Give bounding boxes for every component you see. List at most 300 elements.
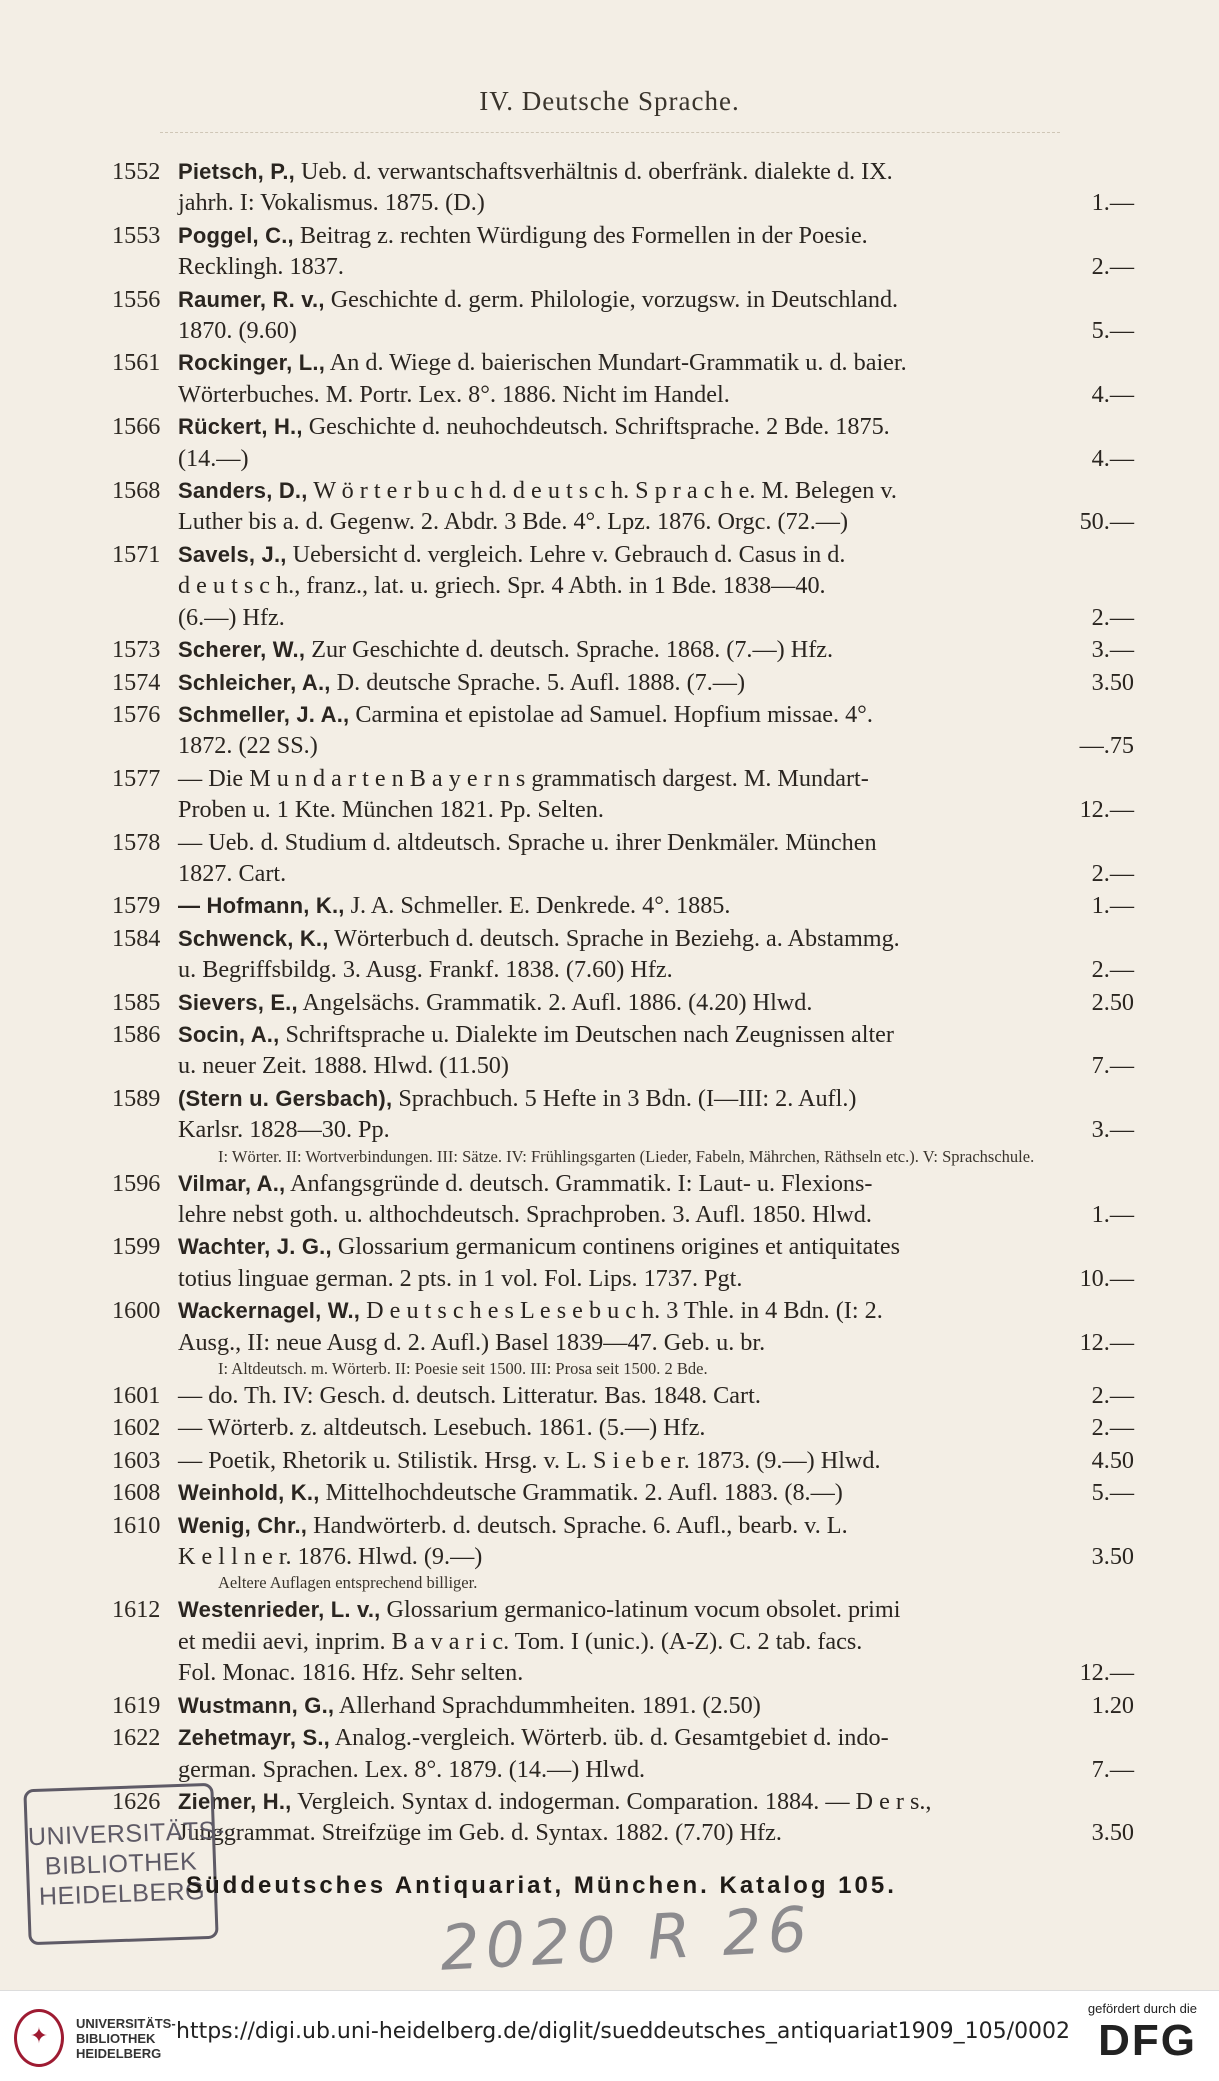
entry-price: 10.— bbox=[1079, 1264, 1134, 1292]
catalog-entry bbox=[112, 1786, 1134, 1849]
entry-description: Vergleich. Syntax d. indogerman. Comparation. 1884. — D e r s., bbox=[297, 1787, 932, 1815]
entry-number: 1619 bbox=[112, 1691, 161, 1719]
entry-number: 1573 bbox=[112, 636, 161, 664]
entry-line bbox=[178, 220, 1134, 251]
catalog-entry bbox=[112, 763, 1134, 826]
entry-description: Zur Geschichte d. deutsch. Sprache. 1868. (7.—) Hfz. bbox=[311, 636, 834, 664]
entry-description: — Poetik, Rhetorik u. Stilistik. Hrsg. v. L. S i e b e r. 1873. (9.—) Hlwd. bbox=[178, 1446, 881, 1474]
entry-author: Schwenck, K., bbox=[178, 925, 329, 951]
entry-author: Schmeller, J. A., bbox=[178, 701, 350, 727]
entry-line bbox=[178, 699, 1134, 730]
entry-text bbox=[178, 1083, 1134, 1167]
catalog-entry bbox=[112, 284, 1134, 347]
entry-author: Vilmar, A., bbox=[178, 1170, 286, 1196]
entry-price: 1.— bbox=[1091, 1201, 1134, 1228]
entry-line bbox=[178, 730, 1134, 761]
entry-price: 2.— bbox=[1091, 253, 1134, 281]
entry-line-text bbox=[178, 1380, 761, 1411]
entry-author: Wackernagel, W., bbox=[178, 1298, 361, 1324]
entry-number: 1553 bbox=[112, 221, 161, 249]
entry-line bbox=[178, 1477, 1134, 1508]
entry-text bbox=[178, 1477, 1134, 1508]
entry-description: Proben u. 1 Kte. München 1821. Pp. Selten. bbox=[178, 796, 604, 824]
entry-description: D. deutsche Sprache. 5. Aufl. 1888. (7.—) bbox=[336, 668, 746, 696]
entry-line-text bbox=[178, 794, 604, 825]
entry-line bbox=[178, 570, 1134, 601]
entry-note: I: Wörter. II: Wortverbindungen. III: Sätze. IV: Frühlingsgarten (Lieder, Fabeln, Mährchen, Räthseln etc.). V: Sprachschule. bbox=[218, 1146, 1035, 1166]
entry-number: 1579 bbox=[112, 892, 161, 920]
entry-line-text bbox=[178, 634, 833, 665]
page-header: IV. Deutsche Sprache. bbox=[479, 86, 740, 116]
entry-text bbox=[178, 347, 1134, 410]
ub-logo-line-3: HEIDELBERG bbox=[76, 2045, 162, 2061]
entry-line bbox=[178, 539, 1134, 570]
entry-price: 12.— bbox=[1079, 1328, 1134, 1356]
entry-line bbox=[178, 1754, 1134, 1785]
ub-logo-line-1: UNIVERSITÄTS- bbox=[76, 2015, 176, 2031]
catalog-entry bbox=[112, 1083, 1134, 1167]
catalog-entry bbox=[112, 475, 1134, 538]
entry-line bbox=[178, 1327, 1134, 1358]
entry-description: Junggrammat. Streifzüge im Geb. d. Syntax. 1882. (7.70) Hfz. bbox=[178, 1819, 782, 1847]
entry-description: D e u t s c h e s L e s e b u c h. 3 Thle. in 4 Bdn. (I: 2. bbox=[366, 1297, 883, 1325]
entry-text bbox=[178, 156, 1134, 219]
entry-line-text bbox=[178, 1754, 645, 1785]
entry-price: 1.— bbox=[1091, 892, 1134, 920]
entry-author: Raumer, R. v., bbox=[178, 286, 325, 312]
entry-line bbox=[178, 1594, 1134, 1625]
entry-line-text bbox=[178, 602, 285, 633]
entry-description: — Die M u n d a r t e n B a y e r n s grammatisch dargest. M. Mundart- bbox=[178, 764, 869, 792]
entry-author: Westenrieder, L. v., bbox=[178, 1597, 381, 1623]
entry-line-text bbox=[178, 315, 297, 346]
entry-number: 1600 bbox=[112, 1297, 161, 1325]
entry-author: Wenig, Chr., bbox=[178, 1512, 308, 1538]
dfg-sponsor-logo[interactable] bbox=[1088, 2001, 1197, 2066]
entry-number: 1610 bbox=[112, 1511, 161, 1539]
entry-line-text bbox=[178, 987, 812, 1018]
entry-number: 1626 bbox=[112, 1787, 161, 1815]
entry-line bbox=[178, 1050, 1134, 1081]
catalog-entry bbox=[112, 667, 1134, 698]
entry-line-text bbox=[178, 1510, 848, 1541]
entry-line-text bbox=[178, 1722, 889, 1753]
entry-number: 1578 bbox=[112, 828, 161, 856]
entry-text bbox=[178, 923, 1134, 986]
entry-text bbox=[178, 1690, 1134, 1721]
entry-price: 1.20 bbox=[1091, 1691, 1134, 1719]
entry-author: Savels, J., bbox=[178, 541, 287, 567]
entry-description: Ueb. d. verwantschaftsverhältnis d. oberfränk. dialekte d. IX. bbox=[301, 158, 893, 185]
entry-line bbox=[178, 763, 1134, 794]
entry-price: 2.— bbox=[1091, 956, 1134, 984]
entry-line bbox=[178, 634, 1134, 665]
entry-line bbox=[178, 1657, 1134, 1688]
catalog-entry bbox=[112, 156, 1134, 219]
catalog-footer: Süddeutsches Antiquariat, München. Katalog 105. bbox=[186, 1872, 897, 1899]
entry-description: u. Begriffsbildg. 3. Ausg. Frankf. 1838. (7.60) Hfz. bbox=[178, 956, 673, 984]
entry-description: Handwörterb. d. deutsch. Sprache. 6. Aufl., bearb. v. L. bbox=[313, 1511, 848, 1539]
entry-line bbox=[178, 1412, 1134, 1443]
entry-text bbox=[178, 284, 1134, 347]
entry-author: Wachter, J. G., bbox=[178, 1234, 332, 1260]
entry-line-text bbox=[178, 923, 900, 954]
entry-description: Karlsr. 1828—30. Pp. bbox=[178, 1116, 390, 1144]
entry-description: et medii aevi, inprim. B a v a r i c. Tom. I (unic.). (A-Z). C. 2 tab. facs. bbox=[178, 1627, 863, 1655]
entry-price: 3.— bbox=[1091, 636, 1134, 664]
entry-number: 1612 bbox=[112, 1596, 161, 1624]
entry-text bbox=[178, 699, 1134, 762]
entry-text bbox=[178, 634, 1134, 665]
entry-description: Carmina et epistolae ad Samuel. Hopfium missae. 4°. bbox=[355, 700, 873, 728]
entry-line-text bbox=[178, 475, 897, 506]
entry-author: Sievers, E., bbox=[178, 989, 298, 1015]
entry-description: jahrh. I: Vokalismus. 1875. (D.) bbox=[178, 189, 485, 217]
stamp-line-1: UNIVERSITÄTS- bbox=[27, 1816, 226, 1852]
entry-description: — Wörterb. z. altdeutsch. Lesebuch. 1861. (5.—) Hfz. bbox=[178, 1414, 706, 1442]
entry-number: 1556 bbox=[112, 285, 161, 313]
entry-description: Fol. Monac. 1816. Hfz. Sehr selten. bbox=[178, 1659, 524, 1687]
entry-description: — Ueb. d. Studium d. altdeutsch. Sprache u. ihrer Denkmäler. München bbox=[178, 828, 877, 856]
entry-price: 7.— bbox=[1091, 1052, 1134, 1080]
entry-line-text bbox=[178, 443, 249, 474]
entry-price: 7.— bbox=[1091, 1755, 1134, 1783]
entry-line-text bbox=[178, 827, 877, 858]
entry-text bbox=[178, 1786, 1134, 1849]
entry-number: 1584 bbox=[112, 924, 161, 952]
entry-author: Pietsch, P., bbox=[178, 159, 295, 184]
entry-line-text bbox=[178, 1594, 900, 1625]
catalog-entry bbox=[112, 1510, 1134, 1594]
catalog-entry bbox=[112, 347, 1134, 410]
entry-description: totius linguae german. 2 pts. in 1 vol. Fol. Lips. 1737. Pgt. bbox=[178, 1264, 743, 1292]
entry-line-text bbox=[178, 1786, 931, 1817]
ub-heidelberg-logo[interactable] bbox=[14, 2009, 176, 2067]
entry-line bbox=[178, 506, 1134, 537]
entry-text bbox=[178, 763, 1134, 826]
catalog-entry bbox=[112, 411, 1134, 474]
library-stamp bbox=[23, 1783, 226, 1946]
entry-author: Weinhold, K., bbox=[178, 1480, 320, 1506]
entry-line bbox=[178, 1019, 1134, 1050]
entry-text bbox=[178, 1019, 1134, 1082]
entry-description: Geschichte d. germ. Philologie, vorzugsw. in Deutschland. bbox=[330, 285, 899, 313]
entry-description: (14.—) bbox=[178, 444, 249, 472]
entry-line bbox=[178, 1083, 1134, 1114]
entry-line-text bbox=[178, 954, 673, 985]
entry-description: Geschichte d. neuhochdeutsch. Schriftsprache. 2 Bde. 1875. bbox=[308, 413, 890, 441]
catalog-entry bbox=[112, 1412, 1134, 1443]
entry-line bbox=[178, 667, 1134, 698]
entry-line bbox=[178, 954, 1134, 985]
catalog-entry bbox=[112, 634, 1134, 665]
entry-description: K e l l n e r. 1876. Hlwd. (9.—) bbox=[178, 1543, 483, 1571]
entry-line bbox=[178, 1722, 1134, 1753]
entry-line-text bbox=[178, 251, 344, 282]
entry-line-text bbox=[178, 347, 907, 378]
ub-logo-line-2: BIBLIOTHEK bbox=[76, 2030, 156, 2046]
entry-price: 2.50 bbox=[1091, 988, 1134, 1016]
entry-line-text bbox=[178, 1690, 761, 1721]
catalog-entry bbox=[112, 1594, 1134, 1688]
entry-number: 1576 bbox=[112, 700, 161, 728]
entry-line bbox=[178, 411, 1134, 442]
entry-description: W ö r t e r b u c h d. d e u t s c h. S p r a c h e. M. Belegen v. bbox=[313, 477, 897, 505]
entry-text bbox=[178, 220, 1134, 283]
entry-line bbox=[178, 1626, 1134, 1657]
entry-author: Wustmann, G., bbox=[178, 1692, 335, 1718]
catalog-entries bbox=[112, 156, 1134, 1850]
entry-author: Schleicher, A., bbox=[178, 669, 331, 695]
entry-price: 4.— bbox=[1091, 444, 1134, 472]
entry-line bbox=[178, 827, 1134, 858]
entry-text bbox=[178, 1510, 1134, 1594]
catalog-entry bbox=[112, 1019, 1134, 1082]
catalog-entry bbox=[112, 699, 1134, 762]
entry-line-text bbox=[178, 1445, 881, 1476]
entry-number: 1561 bbox=[112, 349, 161, 377]
university-seal-icon: ✦ bbox=[14, 2009, 64, 2067]
entry-line bbox=[178, 1786, 1134, 1817]
entry-price: 12.— bbox=[1079, 796, 1134, 824]
entry-author: — Hofmann, K., bbox=[178, 893, 345, 919]
entry-description: d e u t s c h., franz., lat. u. griech. Spr. 4 Abth. in 1 Bde. 1838—40. bbox=[178, 572, 826, 600]
entry-number: 1577 bbox=[112, 764, 161, 792]
header-rule bbox=[160, 132, 1060, 133]
entry-line bbox=[178, 858, 1134, 889]
entry-text bbox=[178, 1722, 1134, 1785]
entry-line bbox=[178, 1295, 1134, 1326]
entry-description: Ausg., II: neue Ausg d. 2. Aufl.) Basel 1839—47. Geb. u. br. bbox=[178, 1328, 766, 1356]
entry-description: u. neuer Zeit. 1888. Hlwd. (11.50) bbox=[178, 1052, 509, 1080]
entry-line bbox=[178, 794, 1134, 825]
entry-author: Rückert, H., bbox=[178, 414, 303, 440]
entry-line-text bbox=[178, 699, 873, 730]
entry-line-text bbox=[178, 1295, 883, 1326]
permalink-url[interactable]: https://digi.ub.uni-heidelberg.de/diglit/sueddeutsches_antiquariat1909_105/0002 bbox=[176, 2019, 1071, 2044]
entry-line-text bbox=[178, 1817, 782, 1848]
dfg-logo-text: DFG bbox=[1098, 2016, 1197, 2065]
entry-description: Glossarium germanicum continens origines et antiquitates bbox=[337, 1233, 901, 1261]
entry-number: 1608 bbox=[112, 1479, 161, 1507]
entry-line-text bbox=[178, 1114, 390, 1145]
entry-number: 1603 bbox=[112, 1446, 161, 1474]
entry-line bbox=[178, 1114, 1134, 1145]
entry-line-text bbox=[178, 730, 318, 761]
entry-line bbox=[178, 923, 1134, 954]
stamp-line-3: HEIDELBERG bbox=[38, 1877, 206, 1911]
entry-note: Aeltere Auflagen entsprechend billiger. bbox=[218, 1573, 478, 1593]
entry-description: Wörterbuches. M. Portr. Lex. 8°. 1886. Nicht im Handel. bbox=[178, 380, 730, 408]
entry-author: Zehetmayr, S., bbox=[178, 1725, 330, 1751]
entry-description: 1872. (22 SS.) bbox=[178, 732, 318, 760]
catalog-entry bbox=[112, 1295, 1134, 1379]
entry-line bbox=[178, 284, 1134, 315]
entry-author: Socin, A., bbox=[178, 1021, 280, 1047]
entry-author: Scherer, W., bbox=[178, 637, 306, 663]
sponsor-caption: gefördert durch die bbox=[1087, 2001, 1197, 2016]
entry-price: 3.50 bbox=[1091, 1819, 1134, 1847]
entry-author: Ziemer, H., bbox=[178, 1788, 292, 1814]
entry-price: 5.— bbox=[1091, 317, 1134, 345]
entry-author: (Stern u. Gersbach), bbox=[178, 1085, 393, 1111]
entry-line bbox=[178, 1445, 1134, 1476]
entry-line bbox=[178, 987, 1134, 1018]
entry-description: 1870. (9.60) bbox=[178, 317, 297, 345]
entry-line-text bbox=[178, 1263, 742, 1294]
entry-description: Analog.-vergleich. Wörterb. üb. d. Gesamtgebiet d. indo- bbox=[334, 1724, 889, 1752]
entry-line bbox=[178, 475, 1134, 506]
entry-description: Angelsächs. Grammatik. 2. Aufl. 1886. (4.20) Hlwd. bbox=[302, 988, 813, 1016]
entry-line-text bbox=[178, 570, 826, 601]
entry-number: 1596 bbox=[112, 1169, 161, 1197]
entry-description: J. A. Schmeller. E. Denkrede. 4°. 1885. bbox=[350, 892, 731, 920]
entry-description: lehre nebst goth. u. althochdeutsch. Sprachproben. 3. Aufl. 1850. Hlwd. bbox=[178, 1201, 872, 1228]
entry-line bbox=[178, 251, 1134, 282]
entry-line-text bbox=[178, 1327, 765, 1358]
entry-text bbox=[178, 1231, 1134, 1294]
catalog-entry bbox=[112, 987, 1134, 1018]
entry-price: 12.— bbox=[1079, 1659, 1134, 1687]
entry-description: Anfangsgründe d. deutsch. Grammatik. I: Laut- u. Flexions- bbox=[290, 1169, 873, 1197]
entry-text bbox=[178, 475, 1134, 538]
entry-line-text bbox=[178, 858, 286, 889]
entry-line-text bbox=[178, 1019, 894, 1050]
entry-text bbox=[178, 1412, 1134, 1443]
entry-price: 4.— bbox=[1091, 380, 1134, 408]
catalog-entry bbox=[112, 1722, 1134, 1785]
entry-number: 1589 bbox=[112, 1084, 161, 1112]
entry-line bbox=[178, 1817, 1134, 1848]
entry-line-text bbox=[178, 667, 745, 698]
entry-text bbox=[178, 411, 1134, 474]
entry-description: (6.—) Hfz. bbox=[178, 603, 285, 631]
entry-price: 50.— bbox=[1079, 508, 1134, 536]
entry-description: An d. Wiege d. baierischen Mundart-Grammatik u. d. baier. bbox=[329, 349, 907, 377]
entry-text bbox=[178, 987, 1134, 1018]
entry-price: 3.— bbox=[1091, 1116, 1134, 1144]
entry-text bbox=[178, 1168, 1134, 1231]
entry-line bbox=[178, 1231, 1134, 1262]
entry-number: 1586 bbox=[112, 1020, 161, 1048]
entry-text bbox=[178, 1295, 1134, 1379]
entry-line bbox=[178, 1168, 1134, 1199]
entry-line-text bbox=[178, 1657, 523, 1688]
entry-description: Beitrag z. rechten Würdigung des Formellen in der Poesie. bbox=[299, 221, 868, 249]
entry-text bbox=[178, 1594, 1134, 1688]
stamp-line-2: BIBLIOTHEK bbox=[44, 1847, 198, 1881]
entry-line bbox=[178, 1510, 1134, 1541]
entry-description: Luther bis a. d. Gegenw. 2. Abdr. 3 Bde. 4°. Lpz. 1876. Orgc. (72.—) bbox=[178, 508, 849, 536]
entry-number: 1622 bbox=[112, 1724, 161, 1752]
catalog-entry bbox=[112, 923, 1134, 986]
entry-description: Schriftsprache u. Dialekte im Deutschen nach Zeugnissen alter bbox=[285, 1020, 894, 1048]
entry-line-text bbox=[178, 1231, 900, 1262]
entry-description: Recklingh. 1837. bbox=[178, 253, 344, 281]
entry-line bbox=[178, 1541, 1134, 1572]
entry-number: 1602 bbox=[112, 1414, 161, 1442]
entry-line bbox=[178, 443, 1134, 474]
entry-description: Wörterbuch d. deutsch. Sprache in Beziehg. a. Abstammg. bbox=[334, 924, 900, 952]
catalog-entry bbox=[112, 539, 1134, 633]
handwritten-shelfmark: 2020 R 26 bbox=[438, 1892, 815, 1985]
entry-line bbox=[178, 1199, 1134, 1230]
catalog-entry bbox=[112, 1168, 1134, 1231]
entry-price: 1.— bbox=[1091, 189, 1134, 217]
entry-author: Sanders, D., bbox=[178, 478, 308, 504]
entry-price: 3.50 bbox=[1091, 1543, 1134, 1571]
entry-text bbox=[178, 539, 1134, 633]
entry-number: 1552 bbox=[112, 158, 161, 185]
entry-line-text bbox=[178, 1168, 872, 1199]
entry-line bbox=[178, 890, 1134, 921]
entry-line-text bbox=[178, 411, 890, 442]
entry-number: 1566 bbox=[112, 413, 161, 441]
entry-description: Glossarium germanico-latinum vocum obsolet. primi bbox=[386, 1596, 901, 1624]
entry-line-text bbox=[178, 539, 845, 570]
entry-price: 3.50 bbox=[1091, 668, 1134, 696]
entry-line bbox=[178, 156, 1134, 187]
catalog-entry bbox=[112, 1477, 1134, 1508]
entry-line-text bbox=[178, 156, 893, 187]
catalog-entry bbox=[112, 890, 1134, 921]
entry-line-text bbox=[178, 1083, 856, 1114]
entry-line bbox=[178, 1263, 1134, 1294]
entry-text bbox=[178, 1380, 1134, 1411]
entry-line-text bbox=[178, 1477, 843, 1508]
entry-line bbox=[178, 347, 1134, 378]
entry-line bbox=[178, 602, 1134, 633]
entry-line-text bbox=[178, 187, 485, 218]
entry-line-text bbox=[178, 379, 730, 410]
entry-number: 1601 bbox=[112, 1382, 161, 1410]
entry-line-text bbox=[178, 890, 730, 921]
catalog-entry bbox=[112, 1380, 1134, 1411]
entry-line bbox=[178, 1690, 1134, 1721]
entry-text bbox=[178, 890, 1134, 921]
entry-number: 1571 bbox=[112, 540, 161, 568]
entry-line bbox=[178, 1380, 1134, 1411]
catalog-entry bbox=[112, 1445, 1134, 1476]
entry-line bbox=[178, 379, 1134, 410]
entry-description: Allerhand Sprachdummheiten. 1891. (2.50) bbox=[338, 1691, 761, 1719]
entry-text bbox=[178, 827, 1134, 890]
entry-price: 2.— bbox=[1091, 1414, 1134, 1442]
entry-line-text bbox=[178, 506, 848, 537]
entry-description: Mittelhochdeutsche Grammatik. 2. Aufl. 1883. (8.—) bbox=[325, 1479, 843, 1507]
entry-number: 1599 bbox=[112, 1233, 161, 1261]
entry-line-text bbox=[178, 284, 898, 315]
ub-logo-text bbox=[76, 2016, 176, 2061]
entry-price: 2.— bbox=[1091, 603, 1134, 631]
catalog-entry bbox=[112, 220, 1134, 283]
entry-number: 1585 bbox=[112, 988, 161, 1016]
entry-price: —.75 bbox=[1079, 732, 1134, 760]
entry-author: Rockinger, L., bbox=[178, 350, 326, 376]
entry-line-text bbox=[178, 1412, 705, 1443]
entry-line bbox=[178, 315, 1134, 346]
entry-price: 2.— bbox=[1091, 1382, 1134, 1410]
entry-price: 5.— bbox=[1091, 1479, 1134, 1507]
entry-description: — do. Th. IV: Gesch. d. deutsch. Litteratur. Bas. 1848. Cart. bbox=[178, 1382, 761, 1410]
catalog-entry bbox=[112, 1690, 1134, 1721]
entry-author: Poggel, C., bbox=[178, 222, 294, 248]
entry-price: 2.— bbox=[1091, 859, 1134, 887]
entry-text bbox=[178, 1445, 1134, 1476]
viewer-bottom-bar bbox=[0, 1990, 1219, 2081]
entry-description: Sprachbuch. 5 Hefte in 3 Bdn. (I—III: 2. Aufl.) bbox=[398, 1084, 857, 1112]
entry-line-text bbox=[178, 1050, 509, 1081]
